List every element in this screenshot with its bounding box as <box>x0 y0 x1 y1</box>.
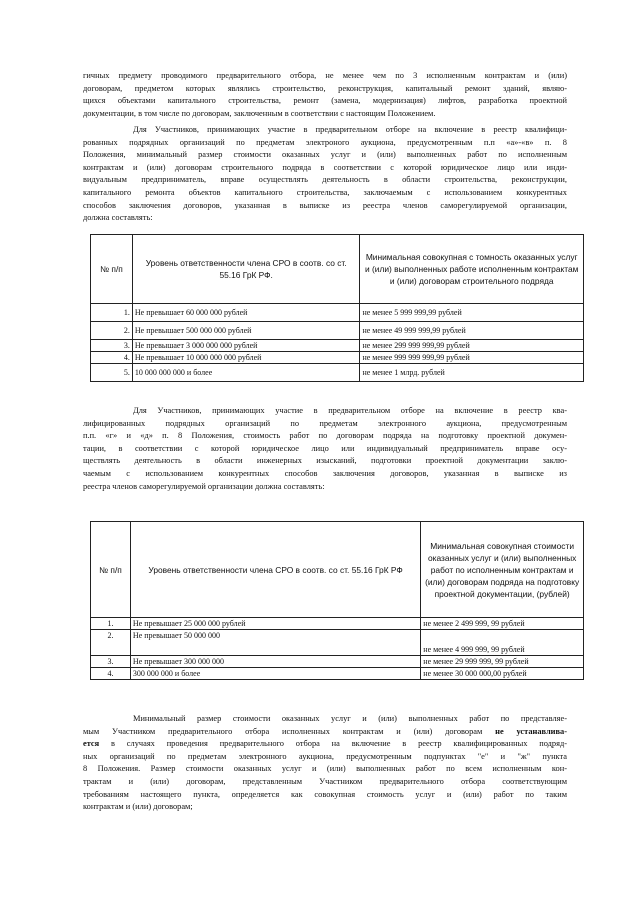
text-line: контрактам и (или) договорам; <box>83 802 193 812</box>
text-line: контрактам и (или) договорам строительного подряда в соответствии с которой юридическое лицо или инди- <box>83 162 567 172</box>
text-line: чаемым с использованием конкурентных способов заключения договоров, указанная в выписке из <box>83 468 567 478</box>
table-row <box>91 668 584 680</box>
table-row <box>91 656 584 668</box>
cell-num: 4. <box>91 352 133 364</box>
text-line: способов заключения договоров, указанная в выписке из реестра членов саморегулируемой организации, <box>83 200 567 210</box>
text-line: ных организаций по предметам электронного аукциона, предусмотренным подпунктах "е" и "ж" пункта <box>83 751 567 761</box>
cell-min: не менее 30 000 000,00 рублей <box>421 668 584 680</box>
text-line: гичных предмету проводимого предварительного отбора, не менее чем по 3 исполненным контрактам и (или) <box>83 71 567 80</box>
text-line: лифицированных подрядных организаций по предметам электронного аукциона, предусмотренным <box>83 418 567 428</box>
table-design-requirements <box>90 521 584 680</box>
text-line: документации, в том числе по договорам, заключенным в соответствии с настоящим Положением. <box>83 108 436 118</box>
cell-level: Не превышает 500 000 000 рублей <box>132 322 360 340</box>
text-line: Для Участников, принимающих участие в предварительном отборе на включение в реестр ква- <box>133 406 567 415</box>
table-row <box>91 364 584 382</box>
header-level: Уровень ответственности члена СРО в соотв. со ст. 55.16 ГрК РФ <box>130 522 420 618</box>
text-line <box>83 726 567 739</box>
cell-level: Не превышает 10 000 000 000 рублей <box>132 352 360 364</box>
cell-min: не менее 5 999 999,99 рублей <box>360 304 584 322</box>
text-line: договорам, предметом которых являлись строительство, реконструкция, капитальный ремонт зданий, являю- <box>83 83 567 93</box>
table-construction-requirements <box>90 234 584 382</box>
cell-level: 300 000 000 и более <box>130 668 420 680</box>
text-line: видуальным предприниматель, вправе осуществлять деятельность в области строительства, реконструкции, <box>83 175 567 185</box>
cell-min: не менее 49 999 999,99 рублей <box>360 322 584 340</box>
text-line: рованных подрядных организаций по предметам электроного аукциона, предусмотренным п.п «а»-«в» п. 8 <box>83 137 567 147</box>
text-line: Для Участников, принимающих участие в предварительном отборе на включение в реестр квалифици- <box>133 125 567 134</box>
cell-num: 1. <box>91 304 133 322</box>
cell-min: не менее 2 499 999, 99 рублей <box>421 618 584 630</box>
header-num: № п/п <box>91 522 131 618</box>
paragraph-1 <box>83 70 567 120</box>
text-run: в случаях проведения предварительного отбора на включение в реестр квалифицированных подряд- <box>99 739 567 749</box>
table-header-row <box>91 235 584 304</box>
text-line: Положения, минимальный размер стоимости оказанных услуг и (или) выполненных работ по исполненным <box>83 150 567 160</box>
cell-num: 4. <box>91 668 131 680</box>
text-line: щихся объектами капитального строительства, ремонт (замена, модернизация) лифтов, разработка проектной <box>83 96 567 106</box>
bold-text: не устанавлива- <box>495 726 567 736</box>
table-row <box>91 304 584 322</box>
header-min: Минимальная совокупная стоимости оказанных услуг и (или) выполненных работ по исполненным контрактам и (или) договорам подряда на подготовку проектной документации, (рублей) <box>421 522 584 618</box>
table-row <box>91 340 584 352</box>
text-line: реестра членов саморегулируемой организации должна составлять: <box>83 481 325 491</box>
cell-num: 3. <box>91 340 133 352</box>
cell-num: 2. <box>91 322 133 340</box>
table-header-row <box>91 522 584 618</box>
cell-min: не менее 29 999 999, 99 рублей <box>421 656 584 668</box>
text-line <box>83 738 567 751</box>
cell-level: Не превышает 300 000 000 <box>130 656 420 668</box>
cell-min: не менее 999 999 999,99 рублей <box>360 352 584 364</box>
cell-min: не менее 1 млрд. рублей <box>360 364 584 382</box>
text-line: тации, в соответствии с которой юридическое лицо или индивидуальный предприниматель вправе осу- <box>83 443 567 453</box>
text-line: ществлять деятельность в области инженерных изысканий, подготовки проектной документации заклю- <box>83 456 567 466</box>
paragraph-3 <box>83 405 567 493</box>
text-line: капитального ремонта объектов капитального строительства, заключаемым с использованием конкурентных <box>83 187 567 197</box>
paragraph-4 <box>83 713 567 814</box>
text-line: требованиям настоящего пункта, определяется как совокупная стоимость услуг и (или) работ по таким <box>83 789 567 799</box>
text-run: мым Участником предварительного отбора исполненных контрактам и (или) договорам <box>83 726 496 736</box>
table-row <box>91 322 584 340</box>
text-line: трактам и (или) договорам, представленным Участником предварительного отбора соответствующим <box>83 776 567 786</box>
cell-min: не менее 299 999 999,99 рублей <box>360 340 584 352</box>
cell-num: 1. <box>91 618 131 630</box>
text-line: должна составлять: <box>83 213 153 223</box>
cell-level: Не превышает 60 000 000 рублей <box>132 304 360 322</box>
text-line: 8 Положения. Размер стоимости оказанных услуг и (или) выполненных работ по всем исполненным кон- <box>83 764 567 774</box>
header-num: № п/п <box>91 235 133 304</box>
cell-level: Не превышает 3 000 000 000 рублей <box>132 340 360 352</box>
header-min: Минимальная совокупная с томность оказанных услуг и (или) выполненных работе исполненным контрактам и (или) договорам строительного подряда <box>360 235 584 304</box>
text-line: Минимальный размер стоимости оказанных услуг и (или) выполненных работ по представляе- <box>133 714 567 723</box>
cell-level: 10 000 000 000 и более <box>132 364 360 382</box>
paragraph-2 <box>83 124 567 225</box>
cell-min: не менее 4 999 999, 99 рублей <box>421 630 584 656</box>
text-line: п.п. «г» и «д» п. 8 Положения, стоимость работ по договорам подряда на подготовку проектной докумен- <box>83 431 567 441</box>
table-row <box>91 630 584 656</box>
cell-num: 3. <box>91 656 131 668</box>
header-level: Уровень ответственности члена СРО в соотв. со ст. 55.16 ГрК РФ. <box>132 235 360 304</box>
cell-num: 5. <box>91 364 133 382</box>
cell-level: Не превышает 25 000 000 рублей <box>130 618 420 630</box>
bold-text: ется <box>83 739 100 749</box>
cell-num: 2. <box>91 630 131 656</box>
table-row <box>91 352 584 364</box>
cell-level: Не превышает 50 000 000 <box>130 630 420 656</box>
table-row <box>91 618 584 630</box>
